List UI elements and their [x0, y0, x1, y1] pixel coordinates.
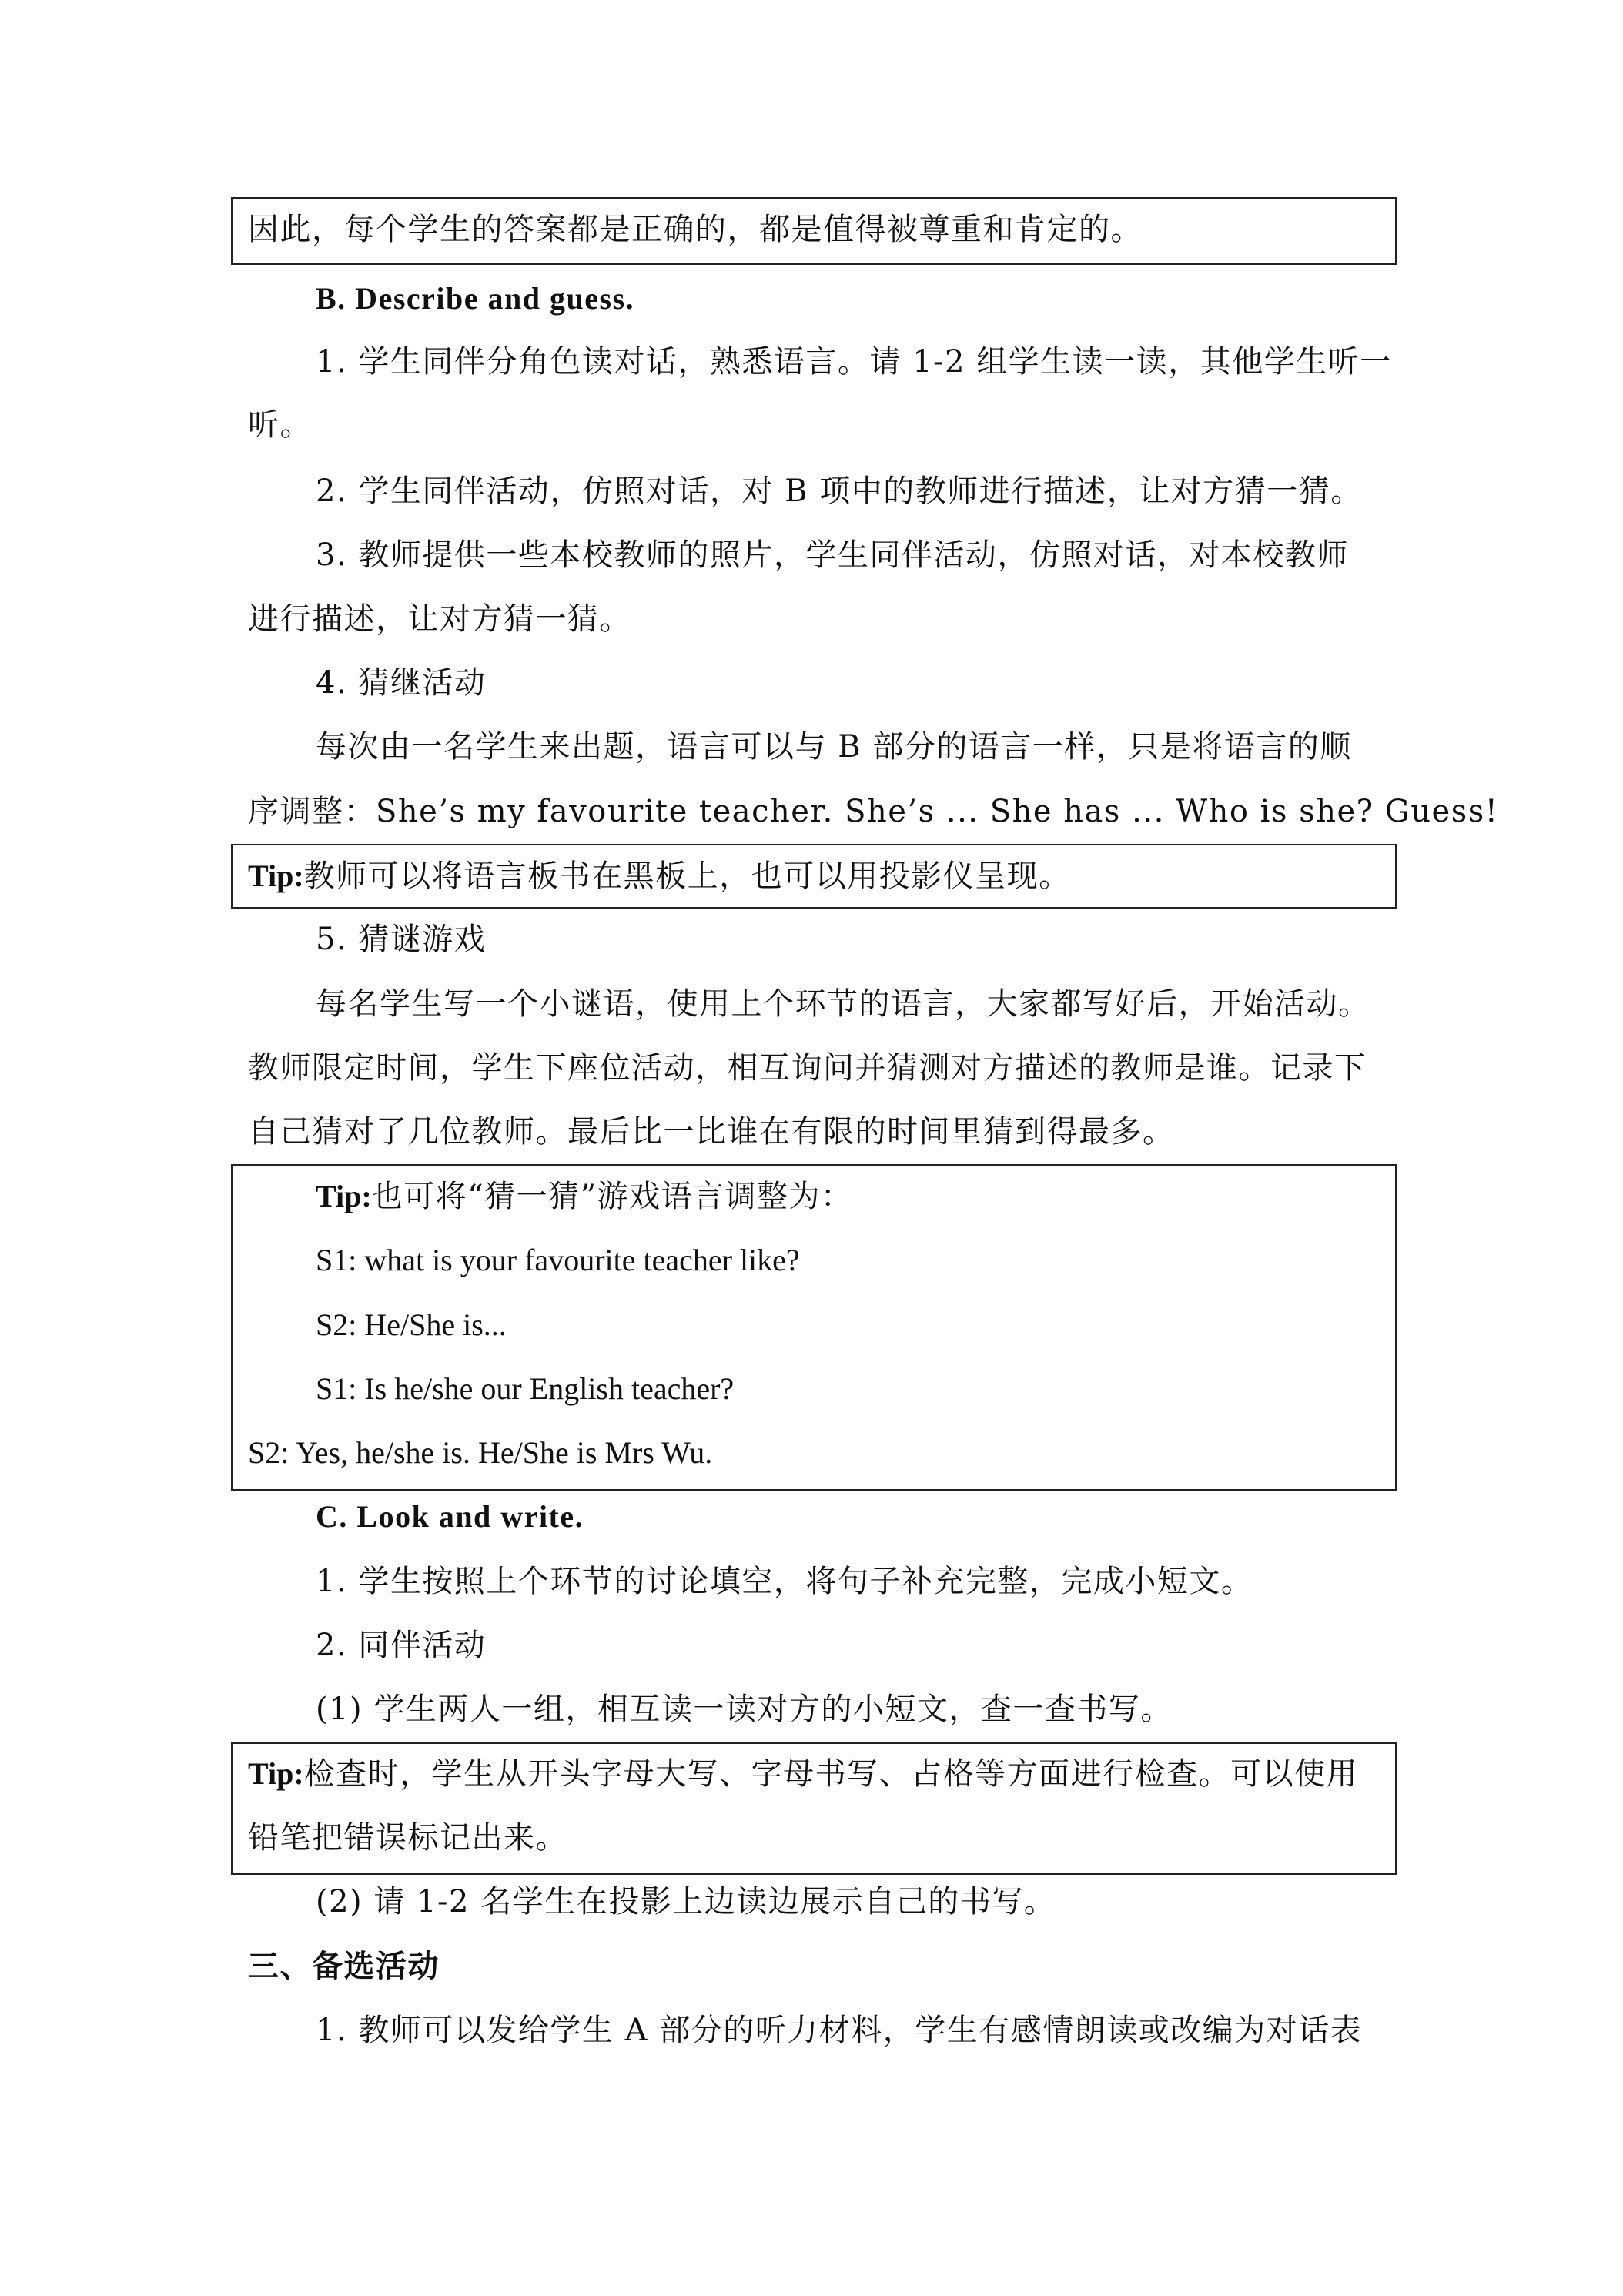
paragraph: 每名学生写一个小谜语，使用上个环节的语言，大家都写好后，开始活动。 — [316, 986, 1370, 1022]
tip-label: Tip: — [248, 858, 304, 893]
paragraph: 1. 教师可以发给学生 A 部分的听力材料，学生有感情朗读或改编为对话表 — [316, 2013, 1363, 2048]
paragraph: 教师限定时间，学生下座位活动，相互询问并猜测对方描述的教师是谁。记录下 — [248, 1050, 1367, 1086]
paragraph: 进行描述，让对方猜一猜。 — [248, 601, 631, 637]
tip-line — [248, 858, 1071, 895]
tip-line: 铅笔把错误标记出来。 — [248, 1820, 567, 1856]
dialogue-line: S2: He/She is... — [316, 1307, 507, 1342]
paragraph: 1. 学生同伴分角色读对话，熟悉语言。请 1-2 组学生读一读，其他学生听一 — [316, 344, 1392, 380]
note-text: 因此，每个学生的答案都是正确的，都是值得被尊重和肯定的。 — [248, 212, 1143, 247]
paragraph: (1) 学生两人一组，相互读一读对方的小短文，查一查书写。 — [316, 1692, 1173, 1727]
dialogue-line: S1: what is your favourite teacher like? — [316, 1243, 800, 1277]
dialogue-line: S1: Is he/she our English teacher? — [316, 1371, 735, 1406]
paragraph: 每次由一名学生来出题，语言可以与 B 部分的语言一样，只是将语言的顺 — [316, 729, 1352, 765]
paragraph: 自己猜对了几位教师。最后比一比谁在有限的时间里猜到得最多。 — [248, 1114, 1175, 1150]
tip-line — [316, 1178, 853, 1215]
paragraph: 听。 — [248, 407, 312, 443]
paragraph: 4. 猜继活动 — [316, 665, 487, 701]
tip-label: Tip: — [316, 1179, 372, 1213]
paragraph: 2. 同伴活动 — [316, 1628, 487, 1663]
section-b-heading: B. Describe and guess. — [316, 281, 635, 316]
paragraph: 2. 学生同伴活动，仿照对话，对 B 项中的教师进行描述，让对方猜一猜。 — [316, 474, 1363, 509]
tip-text: 也可将“猜一猜”游戏语言调整为： — [371, 1179, 853, 1214]
paragraph: 序调整：She’s my favourite teacher. She’s ... She has ... Who is she? Guess! — [248, 794, 1499, 829]
tip-label: Tip: — [248, 1756, 304, 1791]
section-c-heading: C. Look and write. — [316, 1499, 584, 1534]
paragraph: 3. 教师提供一些本校教师的照片，学生同伴活动，仿照对话，对本校教师 — [316, 537, 1349, 573]
section-3-heading: 三、备选活动 — [248, 1949, 440, 1983]
tip-line — [248, 1755, 1358, 1792]
paragraph: 1. 学生按照上个环节的讨论填空，将句子补充完整，完成小短文。 — [316, 1564, 1253, 1599]
paragraph: (2) 请 1-2 名学生在投影上边读边展示自己的书写。 — [316, 1884, 1056, 1919]
paragraph: 5. 猜谜游戏 — [316, 922, 487, 957]
tip-text: 教师可以将语言板书在黑板上，也可以用投影仪呈现。 — [303, 858, 1071, 894]
dialogue-line: S2: Yes, he/she is. He/She is Mrs Wu. — [248, 1435, 713, 1470]
tip-text: 检查时，学生从开头字母大写、字母书写、占格等方面进行检查。可以使用 — [303, 1756, 1359, 1792]
